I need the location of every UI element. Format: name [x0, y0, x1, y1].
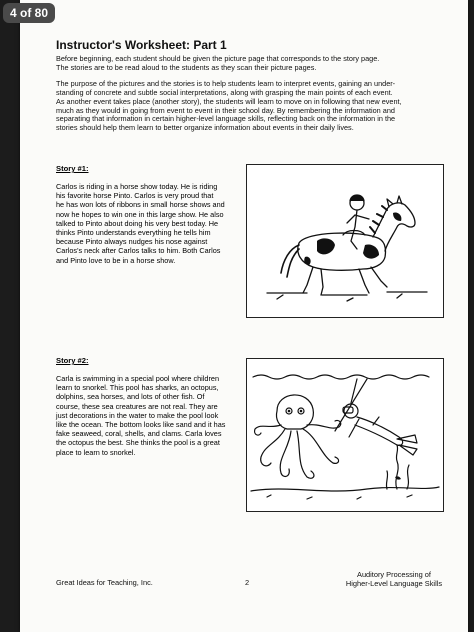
purpose-line-3: As another event takes place (another story), the students will learn to move on in following that new event, — [56, 96, 402, 106]
story-1-line: his favorite horse Pinto. Carlos is very proud that — [56, 191, 214, 201]
book-title-line-2: Higher-Level Language Skills — [345, 579, 443, 588]
story-2-line: learn to snorkel. This pool has sharks, an octopus, — [56, 383, 219, 393]
footer-publisher: Great Ideas for Teaching, Inc. — [56, 578, 153, 587]
story-1-line: thinks Pinto understands everything he tells him — [56, 228, 211, 238]
story-2-line: course, these sea creatures are not real. They are — [56, 401, 218, 411]
story-1-line: and Pinto love to be in a horse show. — [56, 255, 176, 265]
story-1-text — [56, 182, 232, 265]
story-2-text — [56, 374, 232, 457]
purpose-line-6: stories should help them learn to better organize information about events in their daily lives. — [56, 123, 354, 133]
page-indicator-badge: 4 of 80 — [3, 3, 55, 23]
snorkel-octopus-illustration — [246, 358, 444, 512]
story-2-line: just decorations in the water to make the pool look — [56, 410, 219, 420]
story-1-line: talked to Pinto about doing his very best today. He — [56, 218, 219, 228]
footer-page-number: 2 — [245, 578, 250, 587]
story-1-line: now he hopes to win one in this large show. He also — [56, 209, 224, 219]
footer-book-title — [338, 570, 450, 588]
story-2-label: Story #2: — [56, 356, 89, 365]
story-1-line: Carlos is riding in a horse show today. He is riding — [56, 182, 218, 191]
story-2-line: dolphins, sea horses, and lots of other fish. Of — [56, 392, 205, 402]
horse-rider-illustration — [246, 164, 444, 318]
intro-line-1: Before beginning, each student should be given the picture page that corresponds to the story page. — [56, 54, 380, 63]
purpose-line-2: standing of concrete and subtle social interpretations, along with grasping the main points of each event. — [56, 87, 393, 97]
document-page — [20, 0, 468, 632]
intro-line-2: The stories are to be read aloud to the students as they scan their picture pages. — [56, 62, 317, 72]
worksheet-header — [56, 38, 446, 133]
book-title-line-1: Auditory Processing of — [357, 570, 431, 579]
story-1-label: Story #1: — [56, 164, 89, 173]
purpose-line-4: much as they would in going from event to event in their school day. By remembering the information and — [56, 105, 395, 115]
horse-rider-drawing — [247, 165, 443, 317]
story-2-line: place to learn to snorkel. — [56, 447, 136, 457]
purpose-line-5: separating that information in certain higher-level language skills, reflecting back on the information in the — [56, 114, 396, 124]
story-1-line: he has won lots of ribbons in small horse shows and — [56, 200, 225, 210]
story-1-line: Carlos's neck after Carlos talks to him. Both Carlos — [56, 246, 221, 256]
story-2-line: the octopus the best. She thinks the pool is a great — [56, 438, 220, 448]
story-2-line: fake seaweed, coral, shells, and clams. Carla loves — [56, 429, 222, 439]
story-1-line: because Pinto always nudges his nose against — [56, 237, 208, 247]
story-2-line: Carla is swimming in a special pool where children — [56, 374, 220, 383]
worksheet-title: Instructor's Worksheet: Part 1 — [56, 38, 227, 52]
purpose-line-1: The purpose of the pictures and the stories is to help students learn to interpret events, gaining an under- — [56, 78, 396, 88]
story-2-line: like the ocean. The bottom looks like sand and it has — [56, 420, 226, 430]
snorkel-octopus-drawing — [247, 359, 443, 511]
